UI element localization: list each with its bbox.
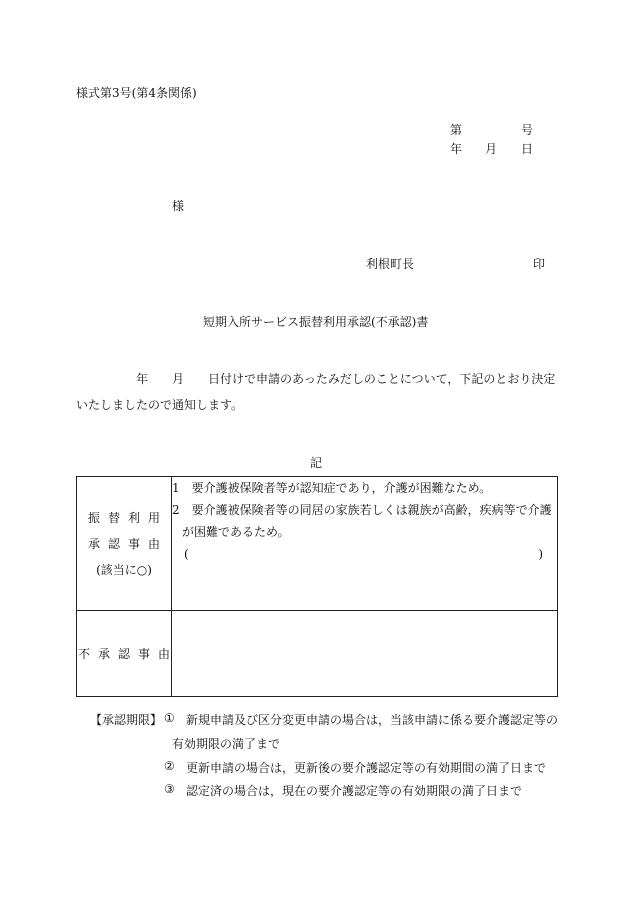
- body-month: 月: [172, 372, 185, 386]
- approval-row: [77, 477, 558, 611]
- issuer-seal: 印: [533, 257, 546, 271]
- limit-item-1-cont: 有効期限の満了まで: [172, 737, 281, 751]
- form-number: 様式第3号(第4条関係): [76, 86, 197, 100]
- body-year: 年: [136, 372, 149, 386]
- paren-open: (: [184, 547, 189, 561]
- approval-item: 1 要介護被保険者等が認知症であり，介護が困難なため。: [172, 481, 492, 495]
- approval-item: 2 要介護被保険者等の同居の家族若しくは親族が高齢，疾病等で介護: [172, 503, 552, 517]
- denial-label: 不承認事由: [77, 646, 178, 661]
- limit-item-text: 認定済の場合は，現在の要介護認定等の有効期限の満了日まで: [186, 784, 523, 798]
- body-text: 日付けで申請のあったみだしのことについて，下記のとおり決定: [208, 372, 556, 386]
- limit-item-text: 新規申請及び区分変更申請の場合は，当該申請に係る要介護認定等の: [186, 713, 559, 727]
- ki-heading: 記: [310, 456, 323, 470]
- paren-close: ): [538, 547, 543, 561]
- decision-table: [76, 476, 558, 697]
- date-day: 日: [521, 142, 534, 156]
- approval-item-cont: が困難であるため。: [182, 525, 290, 539]
- approval-content-cell: [172, 477, 558, 611]
- body-text-line2: いたしましたので通知します。: [76, 398, 244, 412]
- document-title: 短期入所サービス振替利用承認(不承認)書: [203, 315, 429, 329]
- limit-item-number: ②: [164, 759, 175, 773]
- approval-label-line: 振替利用: [87, 510, 168, 525]
- approval-label-line: 承認事由: [87, 536, 168, 551]
- denial-label-cell: [77, 611, 178, 697]
- limit-item-number: ①: [164, 711, 175, 725]
- date-year: 年: [450, 142, 463, 156]
- denial-content-cell: [172, 611, 558, 697]
- date-month: 月: [485, 142, 498, 156]
- doc-number-prefix: 第: [450, 123, 463, 137]
- limit-item-number: ③: [164, 782, 175, 796]
- approval-label-cell: [77, 477, 172, 611]
- limit-label: 【承認期限】: [90, 713, 163, 727]
- addressee-suffix: 様: [172, 199, 185, 213]
- other-reason-field: [172, 543, 557, 565]
- approval-label-note: (該当に○): [96, 562, 152, 577]
- doc-number-suffix: 号: [521, 123, 534, 137]
- denial-row: [77, 611, 558, 697]
- issuer-name: 利根町長: [366, 257, 415, 271]
- limit-item-text: 更新申請の場合は，更新後の要介護認定等の有効期間の満了日まで: [186, 761, 547, 775]
